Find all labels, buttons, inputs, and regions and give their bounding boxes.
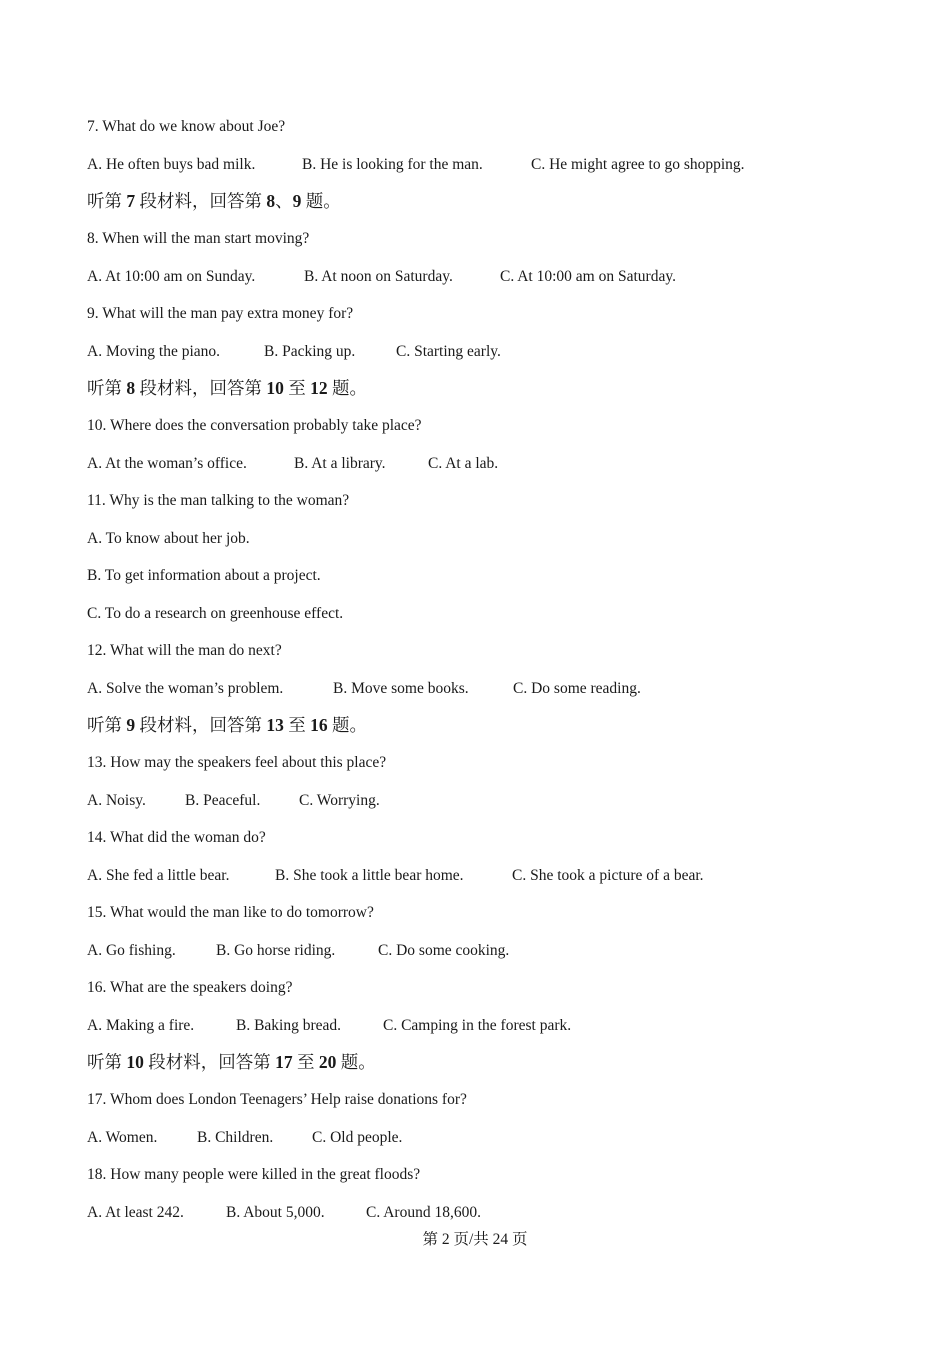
section-separator: 至 bbox=[297, 1052, 315, 1072]
section-separator: 至 bbox=[288, 378, 306, 398]
section-question-start: 10 bbox=[266, 378, 284, 398]
section-number: 9 bbox=[126, 715, 136, 735]
q15-option-c: C. Do some cooking. bbox=[378, 942, 510, 959]
q8-option-c: C. At 10:00 am on Saturday. bbox=[500, 268, 676, 285]
q7-option-c: C. He might agree to go shopping. bbox=[531, 156, 745, 173]
section-separator: 、 bbox=[275, 191, 293, 211]
section-text: 听第 bbox=[87, 715, 122, 735]
q11-option-b: B. To get information about a project. bbox=[87, 567, 321, 584]
q14-option-b: B. She took a little bear home. bbox=[275, 867, 464, 884]
section-number: 8 bbox=[126, 378, 136, 398]
q9-option-a: A. Moving the piano. bbox=[87, 343, 221, 360]
section-text: 听第 bbox=[87, 1052, 122, 1072]
q12-option-a: A. Solve the woman’s problem. bbox=[87, 680, 284, 697]
q14-option-c: C. She took a picture of a bear. bbox=[512, 867, 704, 884]
q11-option-c: C. To do a research on greenhouse effect. bbox=[87, 605, 344, 622]
section-question-start: 8 bbox=[266, 191, 276, 211]
q17-option-a: A. Women. bbox=[87, 1129, 158, 1146]
q9-option-b: B. Packing up. bbox=[264, 343, 356, 360]
question-13: 13. How may the speakers feel about this place? bbox=[87, 754, 387, 771]
q16-option-c: C. Camping in the forest park. bbox=[383, 1017, 572, 1034]
question-13-options bbox=[87, 791, 887, 811]
q17-option-c: C. Old people. bbox=[312, 1129, 403, 1146]
question-12: 12. What will the man do next? bbox=[87, 642, 282, 659]
question-16: 16. What are the speakers doing? bbox=[87, 979, 293, 996]
q13-option-c: C. Worrying. bbox=[299, 792, 380, 809]
page-footer: 第 2 页/共 24 页 bbox=[422, 1231, 528, 1248]
section-question-start: 17 bbox=[275, 1052, 293, 1072]
q18-option-c: C. Around 18,600. bbox=[366, 1204, 481, 1221]
section-text: 听第 bbox=[87, 378, 122, 398]
q10-option-b: B. At a library. bbox=[294, 455, 386, 472]
question-17-options bbox=[87, 1128, 887, 1148]
q13-option-b: B. Peaceful. bbox=[185, 792, 261, 809]
question-18-options bbox=[87, 1203, 887, 1223]
section-heading-8 bbox=[87, 377, 367, 399]
question-9-options bbox=[87, 342, 887, 362]
question-9: 9. What will the man pay extra money for? bbox=[87, 305, 354, 322]
section-question-end: 9 bbox=[292, 191, 302, 211]
q7-option-a: A. He often buys bad milk. bbox=[87, 156, 256, 173]
q12-option-b: B. Move some books. bbox=[333, 680, 469, 697]
section-question-end: 16 bbox=[310, 715, 328, 735]
section-number: 7 bbox=[126, 191, 136, 211]
section-question-end: 12 bbox=[310, 378, 328, 398]
q18-option-a: A. At least 242. bbox=[87, 1204, 184, 1221]
q15-option-b: B. Go horse riding. bbox=[216, 942, 336, 959]
question-11: 11. Why is the man talking to the woman? bbox=[87, 492, 350, 509]
section-text: 题。 bbox=[332, 715, 367, 735]
section-text: 题。 bbox=[340, 1052, 376, 1072]
section-text: 段材料，回答第 bbox=[139, 715, 262, 735]
question-14-options bbox=[87, 866, 887, 886]
question-15: 15. What would the man like to do tomorrow? bbox=[87, 904, 374, 921]
section-question-start: 13 bbox=[266, 715, 284, 735]
q12-option-c: C. Do some reading. bbox=[513, 680, 641, 697]
q10-option-c: C. At a lab. bbox=[428, 455, 499, 472]
question-10: 10. Where does the conversation probably take place? bbox=[87, 417, 422, 434]
q8-option-a: A. At 10:00 am on Sunday. bbox=[87, 268, 256, 285]
section-text: 段材料，回答第 bbox=[139, 378, 262, 398]
q18-option-b: B. About 5,000. bbox=[226, 1204, 325, 1221]
section-heading-7 bbox=[87, 190, 341, 212]
section-text: 题。 bbox=[305, 191, 341, 211]
question-17: 17. Whom does London Teenagers’ Help raise donations for? bbox=[87, 1091, 467, 1108]
question-12-options bbox=[87, 679, 887, 699]
question-16-options bbox=[87, 1016, 887, 1036]
question-10-options bbox=[87, 454, 887, 474]
question-15-options bbox=[87, 941, 887, 961]
q8-option-b: B. At noon on Saturday. bbox=[304, 268, 453, 285]
section-separator: 至 bbox=[288, 715, 306, 735]
q7-option-b: B. He is looking for the man. bbox=[302, 156, 483, 173]
q13-option-a: A. Noisy. bbox=[87, 792, 146, 809]
question-8-options bbox=[87, 267, 887, 287]
q11-option-a: A. To know about her job. bbox=[87, 530, 250, 547]
q17-option-b: B. Children. bbox=[197, 1129, 274, 1146]
section-heading-9 bbox=[87, 714, 367, 736]
question-18: 18. How many people were killed in the great floods? bbox=[87, 1166, 421, 1183]
q9-option-c: C. Starting early. bbox=[396, 343, 501, 360]
section-question-end: 20 bbox=[318, 1052, 337, 1072]
section-text: 听第 bbox=[87, 191, 122, 211]
section-number: 10 bbox=[126, 1052, 144, 1072]
question-8: 8. When will the man start moving? bbox=[87, 230, 310, 247]
q16-option-a: A. Making a fire. bbox=[87, 1017, 195, 1034]
q15-option-a: A. Go fishing. bbox=[87, 942, 176, 959]
q10-option-a: A. At the woman’s office. bbox=[87, 455, 247, 472]
section-text: 段材料，回答第 bbox=[139, 191, 262, 211]
q14-option-a: A. She fed a little bear. bbox=[87, 867, 230, 884]
question-14: 14. What did the woman do? bbox=[87, 829, 266, 846]
question-7: 7. What do we know about Joe? bbox=[87, 118, 286, 135]
section-heading-10 bbox=[87, 1051, 376, 1073]
q16-option-b: B. Baking bread. bbox=[236, 1017, 342, 1034]
section-text: 题。 bbox=[332, 378, 367, 398]
question-7-options bbox=[87, 155, 887, 175]
section-text: 段材料，回答第 bbox=[148, 1052, 271, 1072]
